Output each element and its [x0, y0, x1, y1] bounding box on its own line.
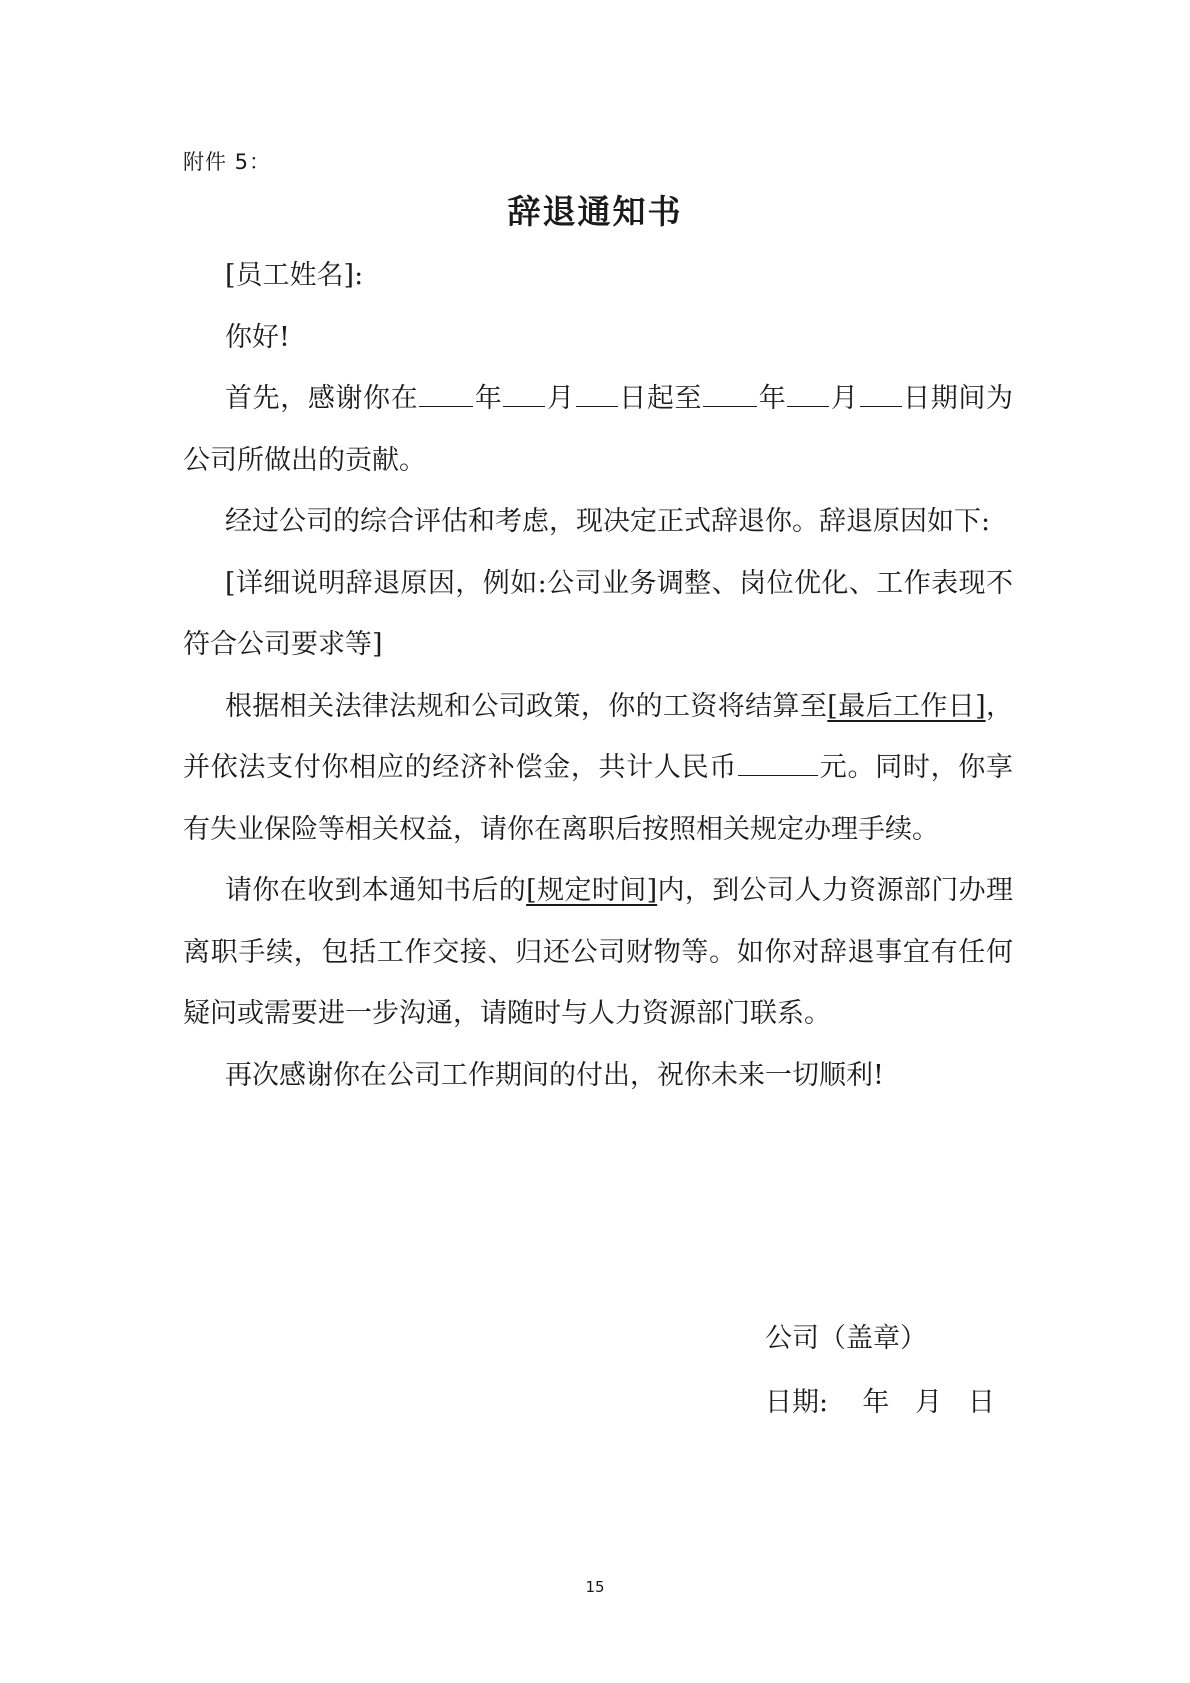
blank-start-month [503, 380, 545, 407]
signature-company: 公司（盖章） [765, 1323, 927, 1354]
blank-end-month [787, 380, 829, 407]
attachment-label: 附件 5： [183, 150, 272, 174]
placeholder-deadline: [规定时间] [526, 875, 658, 906]
blank-start-day [576, 380, 618, 407]
paragraph-decision: 经过公司的综合评估和考虑，现决定正式辞退你。辞退原因如下: [225, 506, 991, 537]
blank-amount [738, 749, 818, 776]
greeting: 你好! [225, 321, 290, 353]
blank-start-year [419, 380, 473, 407]
document-title: 辞退通知书 [507, 192, 683, 231]
placeholder-last-workday: [最后工作日] [827, 690, 986, 722]
blank-end-day [860, 380, 902, 407]
page-number: 15 [585, 1578, 605, 1596]
signature-date: 日期: 年 月 日 [765, 1387, 995, 1418]
salutation: [员工姓名]: [225, 260, 364, 291]
letter-body [183, 245, 1013, 1106]
paragraph-reason: [详细说明辞退原因，例如:公司业务调整、岗位优化、工作表现不符合公司要求等] [183, 567, 1013, 660]
paragraph-procedure: 请你在收到本通知书后的[规定时间]内，到公司人力资源部门办理离职手续，包括工作交接、归还公司财物等。如你对辞退事宜有任何疑问或需要进一步沟通，请随时与人力资源部门联系。 [183, 875, 1014, 1029]
blank-end-year [703, 380, 757, 407]
paragraph-compensation: 根据相关法律法规和公司政策，你的工资将结算至[最后工作日]，并依法支付你相应的经济补偿金，共计人民币 元。同时，你享有失业保险等相关权益，请你在离职后按照相关规定办理手续。 [183, 690, 1014, 845]
paragraph-closing: 再次感谢你在公司工作期间的付出，祝你未来一切顺利! [225, 1059, 884, 1091]
paragraph-thanks: 首先，感谢你在 年 月 日起至 年 月 日期间为公司所做出的贡献。 [183, 368, 1013, 491]
